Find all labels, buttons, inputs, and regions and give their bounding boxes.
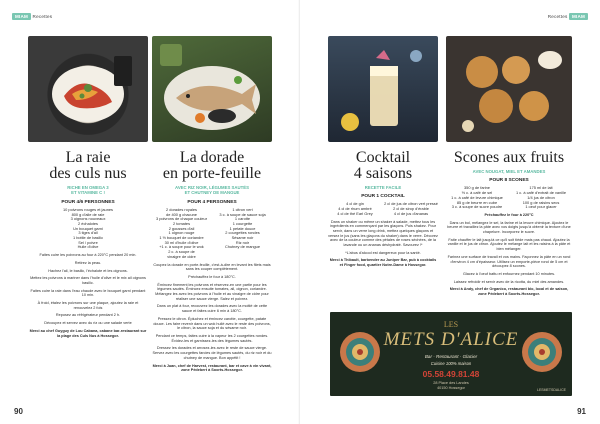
dorade-dish-illustration	[152, 36, 272, 142]
raie-step: Découpez et servez avec du riz ou une salade verte	[44, 321, 132, 326]
ingredient: 1 carotte	[234, 216, 251, 222]
dorade-subtitle-line1: AVEC RIZ NOIR, LÉGUMES SAUTÉS	[175, 185, 249, 190]
scones-ingredients	[446, 186, 572, 210]
raie-step: Reposez au réfrigérateur pendant 2 h.	[55, 313, 121, 318]
scones-ingredients-left	[446, 186, 508, 210]
cocktail-title-line2: 4 saisons	[353, 165, 413, 182]
ingredient: 100 g de raisins secs	[522, 199, 560, 205]
ingredient: 85 g de beurre en cube	[456, 199, 498, 205]
ingredient: 2 cl de sirop d'érable	[393, 206, 429, 212]
ingredient: 1 petate douce	[229, 225, 256, 231]
recipe-cocktail	[328, 36, 438, 268]
ingredient: Sel / poivre	[78, 239, 98, 245]
cocktail-credit: Merci à Thibault, barbender au Juniper Bar, pub à cocktails et Finger food, quartier Notre-Dame à Hossegor.	[329, 258, 437, 268]
dorade-subtitle-line2: ET CHUTNEY DE MANGUE	[184, 190, 240, 196]
ingredient: 3 c. à soupe de sauce soja	[219, 211, 266, 217]
ingredient: 1 courgette	[232, 220, 253, 226]
ad-cuisine: Cuisine 100% maison	[430, 361, 472, 366]
raie-title-line1: La raie	[65, 149, 111, 166]
dorade-title	[152, 150, 272, 182]
dorade-ingredients-left	[152, 208, 211, 260]
scones-title: Scones aux fruits	[453, 149, 565, 166]
dorade-credit: Merci à Juan, chef de Harvest, restaurant, bar et cave à vin vivant, zone Pédebert à Soorts-Hossegor.	[152, 363, 272, 373]
scones-step: Faite chauffer le lait jusqu'à ce qu'il soit tiède mais pas chaud. Ajoutez la vanille et le jus de citron. Ajoutez le mélange lait et les raisins à la pâte et bien mélanger.	[447, 237, 571, 252]
recipe-dorade	[152, 36, 272, 373]
ad-address-line1: 28 Place des Landes	[433, 381, 469, 385]
scones-subtitle: AVEC NOUGAT, MIEL ET AMANDES	[472, 169, 546, 174]
cocktail-title	[328, 150, 438, 182]
ingredient: 2 c. à soupe de	[168, 249, 195, 255]
scones-step: Farinez une surface de travail et vos mains. Façonnez la pâte en un rond d'environ 4 cm d'épaisseur. Utilisez un emporte-pièce rond de 5 cm et découpez 8 scones.	[447, 254, 571, 269]
ad-name: METS D'ALICE	[383, 329, 519, 350]
recipe-raie	[28, 36, 148, 338]
dorade-step: Pendant ce temps, faites cuire à la vapeur les 2 courgettes rondes. Évidez-les et garnissez-les des légumes sautés.	[155, 333, 269, 343]
ingredient: +1 c. à soupe pour le wok	[159, 244, 204, 250]
raie-step: Faites cuire la raie dans l'eau chaude avec le bouquet garni pendant 10 min.	[30, 288, 146, 298]
dorade-portions: POUR 4 PERSONNES	[187, 199, 237, 205]
page-number: 91	[577, 407, 586, 416]
raie-subtitle-line2: ET VITAMINE C !	[71, 190, 105, 196]
raie-dish-illustration	[28, 36, 148, 142]
recipe-scones	[446, 36, 572, 297]
ingredient: 1 oignon rouge	[168, 230, 195, 236]
dorade-ingredients-right	[213, 208, 272, 260]
scones-step: Laissez refroidir et servir avec de la ricotta, du miel des amandes.	[453, 279, 565, 284]
scones-photo	[446, 36, 572, 142]
ad-address-line2: 40150 Hossegor	[437, 385, 465, 390]
raie-photo	[28, 36, 148, 142]
ingredient: 1 bottle de basilic	[72, 235, 104, 241]
ad-line1: LES	[443, 320, 459, 329]
raie-step: Mettez les poivrons à mariner dans l'huile d'olive et le mix ail oignons basilic.	[30, 276, 146, 285]
page-number: 90	[14, 407, 23, 416]
raie-title-line2: des culs nus	[49, 165, 127, 182]
scones-credit: Merci à Andy, chef de Organico, restaurant bio, local et de saison, zone Pédebert à Soorts-Hossegor.	[449, 287, 569, 297]
raie-subtitle-line1: RICHE EN OMEGA 3	[67, 185, 109, 190]
cocktail-step: *L'abus d'alcool est dangereux pour la santé.	[345, 250, 421, 255]
scones-illustration	[446, 36, 572, 142]
cocktail-title-line1: Cocktail	[355, 149, 411, 166]
ad-address	[330, 381, 572, 390]
dorade-step: Pressez le citron. Épluchez et émincez carotte, courgette, patate douce. Les faire revenir dans un wok huilé avec le reste des poivrons, le citron, la sauce soja et du sésame noir.	[153, 316, 271, 331]
header-section: Recettes	[547, 14, 568, 19]
cocktail-photo	[328, 36, 438, 142]
dorade-subtitle	[153, 185, 271, 196]
scones-step: Préchauffez le four à 220°C	[484, 212, 534, 217]
ingredient: de 400 g chacune	[166, 211, 197, 217]
cocktail-ingredients-right	[384, 202, 438, 216]
ingredient: 30 ml d'huile d'olive	[164, 239, 199, 245]
ad-phone[interactable]: 05.58.49.81.48	[422, 369, 480, 379]
header-section: Recettes	[32, 14, 53, 19]
ingredient: ½ c. à café de sel	[461, 190, 493, 196]
raie-title	[28, 150, 148, 182]
cocktail-ingredients-left	[328, 202, 382, 216]
raie-step: Hachez l'ail, le basilic, l'échalote et les oignons.	[48, 268, 128, 273]
ingredient: 4 cl de jus d'ananas	[393, 210, 429, 216]
ad-tagline: Bar · Restaurant · Glacier	[424, 354, 478, 359]
ingredient: 4 cl de rhum ambré	[338, 206, 372, 212]
ingredient: 2 dorades royales	[166, 206, 197, 212]
scones-step: Dans un bol, mélangez le sel, la farine et la levure chimique. Ajoutez le beurre et travaillez la pâte avec vos doigts jusqu'à obtenir la texture d'une chapelure. Incorporez le sucre.	[447, 220, 571, 235]
ingredient: 1 c. à café de levure chimique	[451, 194, 503, 200]
dorade-step: Dressez les dorades et arrosez-les avec le reste de sauce vierge. Servez avec les courgettes farcies de légumes sautés, du riz noir et du chutney de mangue. Bon appétit !	[152, 346, 272, 360]
raie-subtitle	[38, 185, 138, 196]
ad-brand: LESMETSDALICE	[537, 388, 566, 392]
raie-portions: POUR 4/6 PERSONNES	[61, 199, 115, 205]
cocktail-subtitle: RECETTE FACILE	[364, 185, 402, 190]
raie-step: Faites cuire les poivrons au four à 220°C pendant 20 min.	[39, 253, 137, 258]
raie-ingredients	[28, 208, 148, 250]
scones-ingredients-right	[510, 186, 572, 210]
cocktail-glass-illustration	[328, 36, 438, 142]
dorade-step: Dans un plat à four, recouvrez les dorades avec la moitié de cette sauce et faites cuire 6 min à 180°C.	[156, 304, 268, 314]
ingredient: Chutney de mangue	[224, 244, 261, 250]
ingredient: Riz noir	[235, 239, 250, 245]
left-page-header	[12, 14, 52, 19]
cocktail-portions: POUR 1 COCKTAIL	[361, 194, 405, 200]
ingredient: 1 c. à café d'extrait de vanille	[515, 190, 567, 196]
ingredient: 2 gousses d'ail	[168, 225, 195, 231]
dorade-step: Émincez finement les poivrons et réservez-en une partie pour les légumes sautés. Émincez ensuite tomates, ail, oignon, coriandre. Mélangez les avec les poivrons à l'huile et au vinaigre de cidre pour réaliser une sauce vierge. Salez et poivrez.	[155, 282, 269, 301]
ingredient: 350 g de farine	[464, 185, 490, 191]
raie-credit: Merci au chef Guyguy de Lou Cabana, cabane bar-restaurant sur la plage des Culs Nus à Hossegor.	[29, 328, 147, 338]
ingredient: vinaigre de cidre	[167, 253, 196, 259]
ingredient: 1 ½ bouquet de coriandre	[159, 235, 204, 241]
ingredient: 800 g d'aile de raie	[71, 211, 105, 217]
dorade-step: Coupez la dorade en porte-feuille, c'est-à-dire en levant les filets mais sans les couper complètement.	[153, 262, 271, 272]
ingredient: Huile d'olive	[77, 244, 99, 250]
ingredient: 2 échalotes	[78, 220, 98, 226]
ingredient: 1 oeuf pour glacer	[525, 204, 557, 210]
ingredient: 1 citron vert	[232, 206, 253, 212]
ingredient: 3 oignons nouveaux	[70, 216, 106, 222]
ingredient: Sésame noir	[231, 235, 254, 241]
cocktail-ingredients	[328, 202, 438, 216]
ingredient: 3 tiges d'ail	[78, 230, 98, 236]
right-page-header	[548, 14, 588, 19]
ingredient: 2 cl de jus de citron vert pressé	[384, 201, 438, 207]
dorade-title-line1: La dorade	[179, 149, 245, 166]
ingredient: 3 poivrons de chaque couleur	[155, 216, 208, 222]
ingredient: 2 courgettes rondes	[225, 230, 260, 236]
dorade-ingredients	[152, 208, 272, 260]
ingredient: 4 cl de thé Earl Grey	[337, 210, 373, 216]
advertisement-mets-dalice[interactable]	[330, 312, 572, 396]
scones-portions: POUR 8 SCONES	[489, 178, 529, 184]
ingredient: 10 poivrons rouges et jaunes	[63, 206, 113, 212]
dorade-title-line2: en porte-feuille	[162, 165, 262, 182]
header-tag: MIAM	[569, 13, 588, 20]
scones-step: Glacez à l'oeuf battu et enfournez pendant 10 minutes.	[462, 271, 556, 276]
ingredient: Un bouquet garni	[73, 225, 103, 231]
dorade-step: Préchauffez le four à 180°C.	[188, 274, 236, 279]
dorade-photo	[152, 36, 272, 142]
cocktail-step: Dans un shaker ou même un shaker à salade, mettez tous les ingrédients en commençant par les glaçons. Puis shakez. Pour servir, dans un verre long drink, mettez quelques glaçons et versez le jus (sans les glaçons du shaker) dans le verre. Décorez avec de la couleur comme des pétales de roses séchées, de la lavande ou un ananas déshydraté. Savourez !*	[328, 219, 438, 248]
ingredient: 3 c. à soupe de sucre poudre	[451, 204, 503, 210]
raie-step: Retirez la peau.	[74, 260, 102, 265]
raie-step: À froid, étalez les poivrons sur une plaque, ajoutez la raie et renouvelez 2 fois	[37, 301, 139, 310]
header-tag: MIAM	[12, 13, 31, 20]
ingredient: 4 cl de gin	[346, 201, 364, 207]
ingredient: 175 ml de lait	[529, 185, 553, 191]
ingredient: 2 tomates	[172, 220, 191, 226]
ingredient: 1/4 jus de citron	[527, 194, 555, 200]
